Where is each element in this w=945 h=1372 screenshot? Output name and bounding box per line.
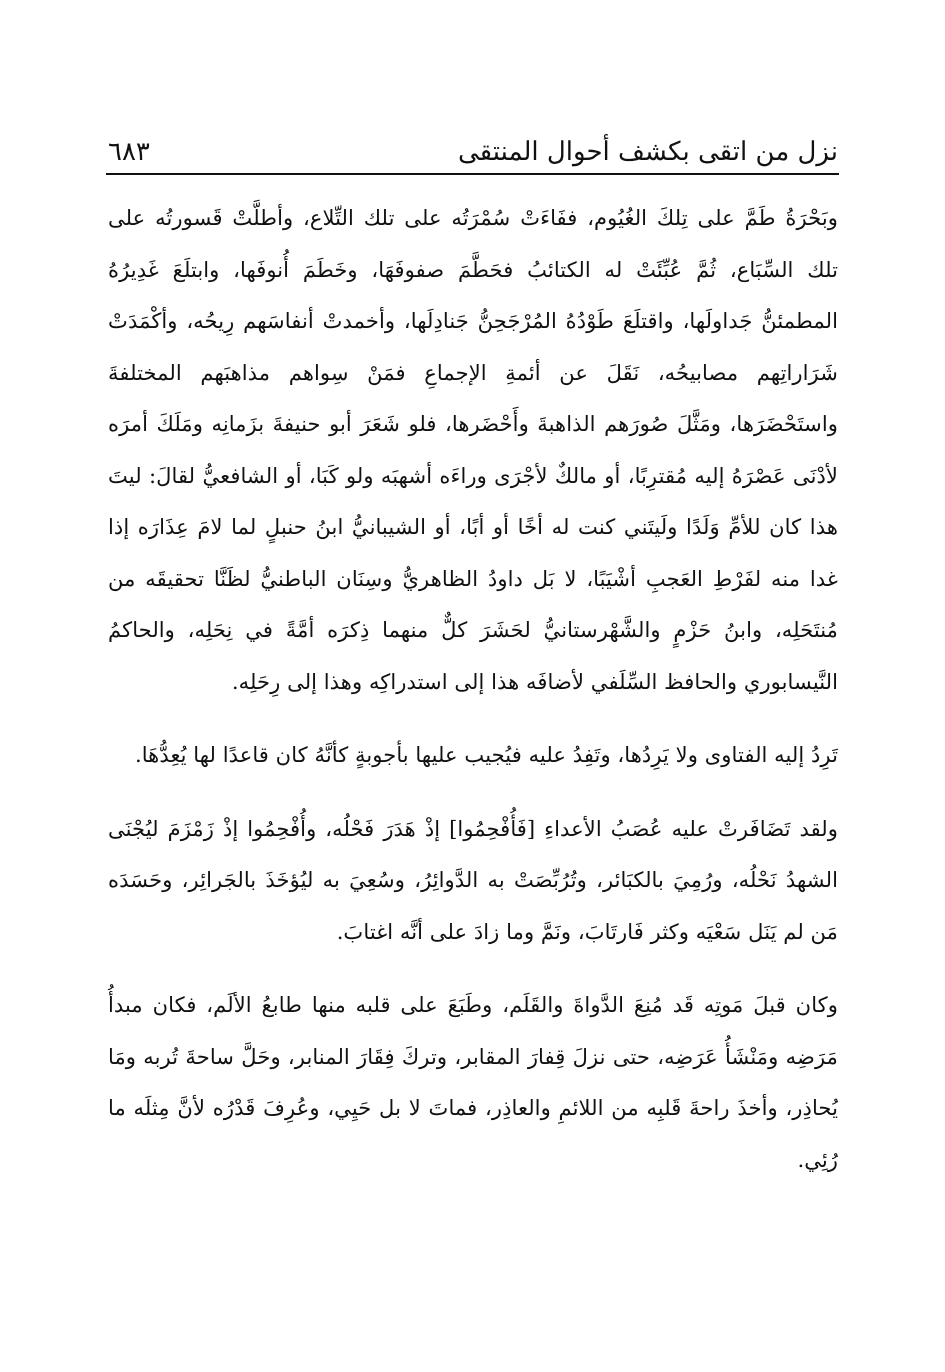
paragraph: وبَحْرَةُ طَمَّ على تِلكَ الغُيُوم، ففَاءَتْ سُمْرَتُه على تلك التِّلاع، وأطلَّتْ قَسورتُه على تلك السِّبَاع، ثُمَّ عُبِّئَتْ له الكتائبُ فحَطَّمَ صفوفَهَا، وخَطَمَ أُنوفَها، وابتلَعَ غَدِيرُهُ المطمئنُّ جَداولَها، واقتلَعَ طَوْدُهُ المُرْجَحِنُّ جَنادِلَها، وأخمدتْ أنفاسَهم رِيحُه، وأكْمَدَتْ شَرَاراتِهم مصابيحُه، نَقَلَ عن أئمةِ الإجماعِ فمَنْ سِواهم مذاهبَهم المختلفةَ واستَحْضَرَها، ومَثَّلَ صُورَهم الذاهبةَ وأَحْضَرها، فلو شَعَرَ أبو حنيفةَ بزَمانِه ومَلَكَ أمرَه لأدْنَى عَصْرَهُ إليه مُقترِبًا، أو مالكٌ لأجْرَى وراءَه أشهبَه ولو كَبَا، أو الشافعيُّ لقالَ: ليتَ هذا كان للأمِّ وَلَدًا ولَيتَني كنت له أخًا أو أبًا، أو الشيبانيُّ ابنُ حنبلٍ لما لامَ عِذَارَه إذا غدا منه لفَرْطِ العَجبِ أشْيَبًا، لا بَل داودُ الظاهريُّ وسِنَان الباطنيُّ لظَنَّا تحقيقَه من مُنتَحَلِه، وابنُ حَزْمٍ والشَّهْرستانيُّ لحَشَرَ كلٌّ منهما ذِكرَه أمَّةً في نِحَلِه، والحاكمُ النَّيسابوري والحافظ السِّلَفي لأضافَه هذا إلى استدراكِه وهذا إلى رِحَلِه. (108, 205, 838, 694)
paragraph: وكان قبلَ مَوتِه قَد مُنِعَ الدَّواةَ والقَلَم، وطَبَعَ على قلبه منها طابعُ الألَم، فكان مبدأُ مَرَضِه ومَنْشَأُ عَرَضِه، حتى نزلَ قِفارَ المقابر، وتركَ فِقَارَ المنابر، وحَلَّ ساحةَ تُربه ومَا يُحاذِر، وأخذَ راحةَ قَلبِه من اللائمِ والعاذِر، فماتَ لا بل حَيِي، وعُرِفَ قَدْرُه لأنَّ مِثلَه ما رُئِي. (108, 992, 838, 1172)
running-title: نزل من اتقى بكشف أحوال المنتقى (457, 137, 838, 167)
header-rule (106, 173, 839, 175)
page-number: ٦٨٣ (108, 137, 150, 167)
page-header (108, 130, 838, 172)
paragraph: ولقد تَضَافَرتْ عليه عُصَبُ الأعداءِ [فَأُفْحِمُوا] إذْ هَدَرَ فَحْلُه، وأُفْحِمُوا إذْ زَمْزَمَ ليُجْنَى الشهدُ نَحْلُه، ورُمِيَ بالكبَائر، وتُرُبِّصَتْ به الدَّوائِرُ، وسُعِيَ به ليُؤخَذَ بالجَرائِر، وحَسَدَه مَن لم يَنَل سَعْيَه وكثر فَارتَابَ، ونَمَّ وما زادَ على أنَّه اغتابَ. (108, 815, 838, 944)
paragraph: تَرِدُ إليه الفتاوى ولا يَرِدُها، وتَفِدُ عليه فيُجيب عليها بأجوبةٍ كأنَّهُ كان قاعدًا لها يُعِدُّهَا. (134, 742, 838, 767)
body-text (108, 192, 838, 1185)
